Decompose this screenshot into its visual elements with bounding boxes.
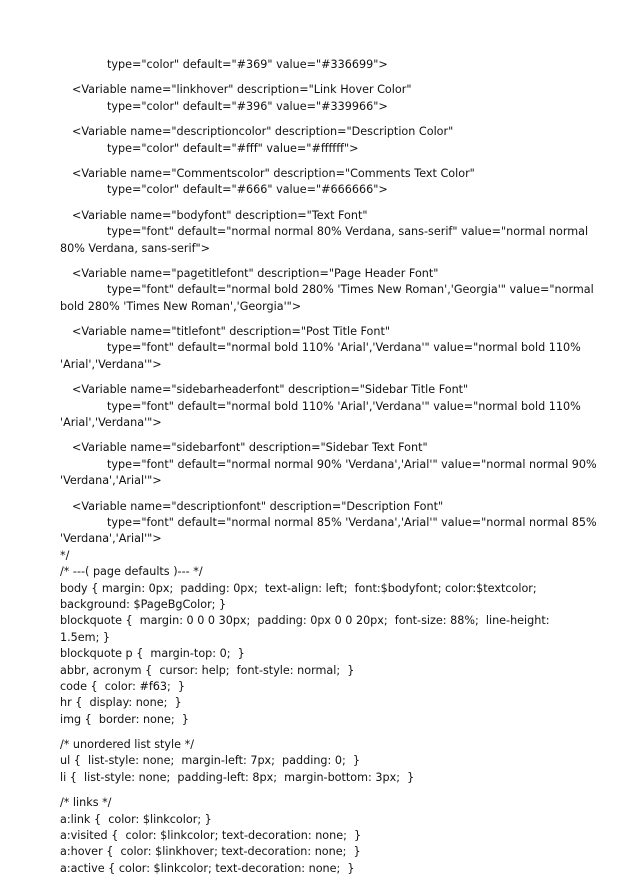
code-line: a:visited { color: $linkcolor; text-decoration: none; }: [60, 829, 362, 843]
code-line: body { margin: 0px; padding: 0px; text-align: left; font:$bodyfont; color:$textcolor;: [60, 581, 537, 595]
code-line: blockquote { margin: 0 0 0 30px; padding: 0px 0 0 20px; font-size: 88%; line-height:: [60, 614, 550, 628]
code-line: type="font" default="normal bold 110% 'Arial','Verdana'" value="normal bold 110%: [107, 399, 581, 413]
code-line: <Variable name="descriptionfont" description="Description Font": [72, 499, 444, 513]
code-line: */: [60, 548, 70, 562]
blank-line: [60, 199, 580, 208]
code-line: type="color" default="#396" value="#339966">: [107, 99, 388, 113]
code-line: li { list-style: none; padding-left: 8px; margin-bottom: 3px; }: [60, 770, 415, 784]
code-line: type="font" default="normal normal 85% 'Verdana','Arial'" value="normal normal 85%: [107, 515, 597, 529]
code-line: <Variable name="descriptioncolor" description="Description Color": [72, 125, 454, 139]
blank-line: [60, 115, 580, 124]
code-document: [60, 57, 597, 877]
code-line: <Variable name="sidebarfont" description="Sidebar Text Font": [72, 441, 428, 455]
code-line: ul { list-style: none; margin-left: 7px; padding: 0; }: [60, 754, 360, 768]
blank-line: [60, 728, 580, 737]
code-line: type="font" default="normal bold 110% 'Arial','Verdana'" value="normal bold 110%: [107, 341, 581, 355]
code-line: background: $PageBgColor; }: [60, 597, 227, 611]
code-line: /* unordered list style */: [60, 738, 194, 752]
code-line: <Variable name="sidebarheaderfont" description="Sidebar Title Font": [72, 383, 469, 397]
code-line: type="color" default="#fff" value="#ffffff">: [107, 141, 359, 155]
code-line: 1.5em; }: [60, 630, 111, 644]
code-line: 'Arial','Verdana'">: [60, 357, 162, 371]
code-line: blockquote p { margin-top: 0; }: [60, 647, 245, 661]
code-line: type="font" default="normal bold 280% 'Times New Roman','Georgia'" value="normal: [107, 283, 594, 297]
code-line: hr { display: none; }: [60, 696, 182, 710]
blank-line: [60, 315, 580, 324]
code-line: <Variable name="titlefont" description="Post Title Font": [72, 325, 391, 339]
blank-line: [60, 786, 580, 795]
blank-line: [60, 73, 580, 82]
code-line: img { border: none; }: [60, 712, 189, 726]
code-line: <Variable name="pagetitlefont" description="Page Header Font": [72, 266, 439, 280]
blank-line: [60, 373, 580, 382]
code-line: a:hover { color: $linkhover; text-decoration: none; }: [60, 845, 361, 859]
code-line: a:active { color: $linkcolor; text-decoration: none; }: [60, 861, 355, 875]
blank-line: [60, 431, 580, 440]
code-line: type="font" default="normal normal 80% Verdana, sans-serif" value="normal normal: [107, 225, 589, 239]
code-line: bold 280% 'Times New Roman','Georgia'">: [60, 299, 302, 313]
code-line: <Variable name="linkhover" description="Link Hover Color": [72, 83, 412, 97]
blank-line: [60, 490, 580, 499]
blank-line: [60, 257, 580, 266]
code-line: type="font" default="normal normal 90% 'Verdana','Arial'" value="normal normal 90%: [107, 457, 597, 471]
code-line: 'Arial','Verdana'">: [60, 416, 162, 430]
code-line: type="color" default="#369" value="#336699">: [107, 58, 388, 71]
code-line: /* links */: [60, 796, 112, 810]
blank-line: [60, 157, 580, 166]
code-line: 'Verdana','Arial'">: [60, 474, 162, 488]
code-line: 'Verdana','Arial'">: [60, 532, 162, 546]
code-line: <Variable name="Commentscolor" description="Comments Text Color": [72, 166, 475, 180]
code-line: /* ---( page defaults )--- */: [60, 565, 203, 579]
code-line: 80% Verdana, sans-serif">: [60, 241, 211, 255]
code-line: type="color" default="#666" value="#666666">: [107, 183, 388, 197]
code-line: a:link { color: $linkcolor; }: [60, 812, 212, 826]
code-line: abbr, acronym { cursor: help; font-style: normal; }: [60, 663, 355, 677]
code-line: <Variable name="bodyfont" description="Text Font": [72, 208, 368, 222]
code-line: code { color: #f63; }: [60, 679, 185, 693]
